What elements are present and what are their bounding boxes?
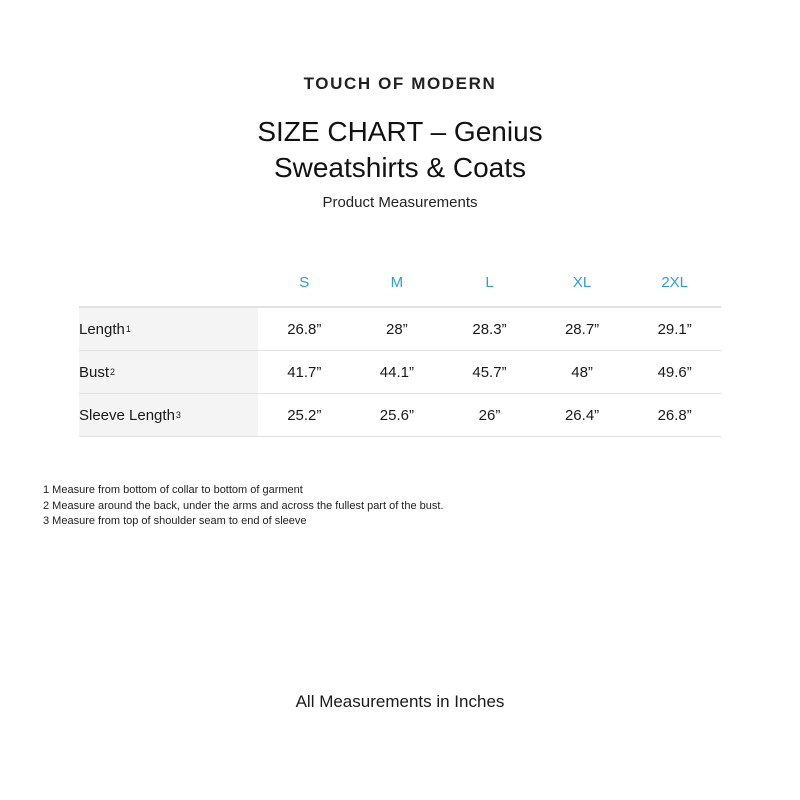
row-label-footnote: 1: [125, 324, 131, 334]
table-cell: 26.4”: [564, 406, 600, 424]
row-label-text: Length: [79, 320, 125, 338]
table-header-row: [79, 258, 721, 308]
brand-logo: TOUCH OF MODERN: [303, 74, 497, 93]
measurement-units-note: All Measurements in Inches: [295, 692, 505, 711]
table-cell: 28”: [386, 320, 408, 338]
table-cell: 44.1”: [379, 363, 414, 381]
title-line-2: Sweatshirts & Coats: [273, 152, 527, 183]
table-row-sleeve-length: [79, 394, 721, 437]
table-row-length: [79, 308, 721, 351]
table-cell: 49.6”: [657, 363, 692, 381]
table-cell: 28.7”: [564, 320, 600, 338]
row-label: [79, 394, 258, 436]
table-cell: 41.7”: [287, 363, 322, 381]
size-header-2xl: 2XL: [661, 273, 689, 291]
page-title: [0, 114, 800, 186]
size-header-xl: XL: [572, 273, 592, 291]
table-cell: 26”: [478, 406, 501, 424]
size-header-l: L: [485, 273, 494, 291]
size-header-s: S: [299, 273, 310, 291]
size-header-m: M: [390, 273, 404, 291]
row-label-footnote: 2: [110, 367, 116, 377]
table-cell: 28.3”: [472, 320, 507, 338]
header-spacer: [79, 258, 258, 306]
table-row-bust: [79, 351, 721, 394]
table-cell: 48”: [571, 363, 593, 381]
table-cell: 25.2”: [287, 406, 322, 424]
footnote-2: 2 Measure around the back, under the arms and across the fullest part of the bust.: [43, 499, 444, 512]
title-line-1: SIZE CHART – Genius: [257, 116, 543, 147]
row-label-footnote: 3: [175, 410, 181, 420]
footnotes: [43, 483, 444, 530]
table-cell: 45.7”: [472, 363, 507, 381]
footnote-3: 3 Measure from top of shoulder seam to end of sleeve: [43, 515, 307, 527]
row-label-text: Bust: [79, 363, 110, 381]
footnote-1: 1 Measure from bottom of collar to bottom of garment: [43, 484, 303, 496]
row-label-text: Sleeve Length: [79, 406, 175, 424]
size-table: [79, 258, 721, 437]
table-cell: 26.8”: [287, 320, 322, 338]
page-subtitle: Product Measurements: [322, 194, 478, 211]
row-label: [79, 308, 258, 350]
row-label: [79, 351, 258, 393]
table-cell: 25.6”: [379, 406, 414, 424]
table-cell: 26.8”: [657, 406, 692, 424]
table-cell: 29.1”: [657, 320, 692, 338]
